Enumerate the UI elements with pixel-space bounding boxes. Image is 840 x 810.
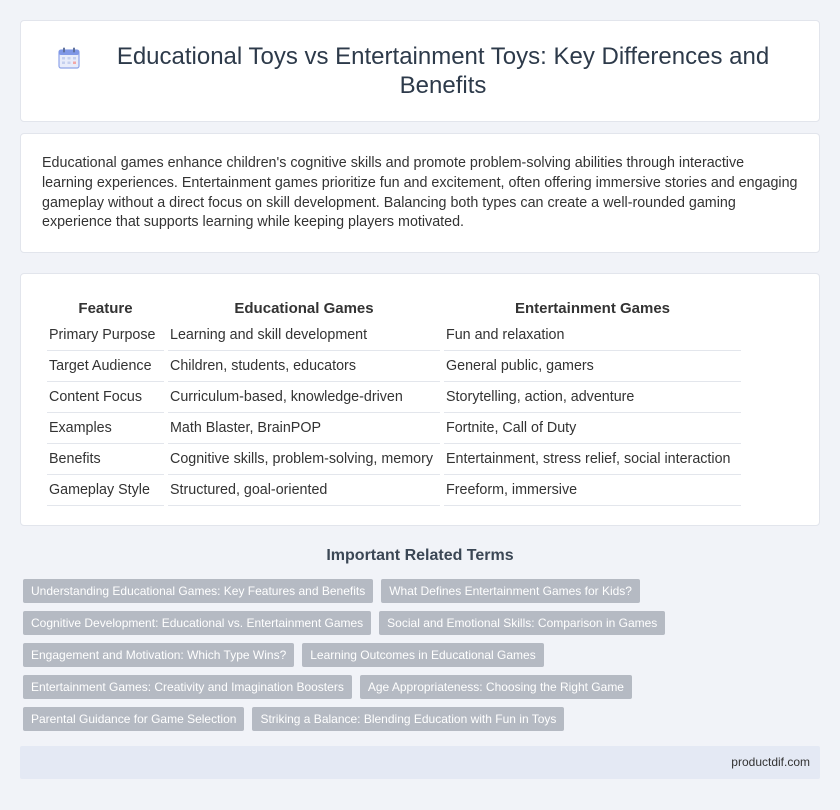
- column-header-entertainment: Entertainment Games: [514, 299, 671, 317]
- table-cell: Storytelling, action, adventure: [444, 382, 741, 413]
- table-row: [47, 320, 741, 351]
- table-cell: Children, students, educators: [168, 351, 440, 382]
- table-row: [47, 351, 741, 382]
- table-cell: Fun and relaxation: [444, 320, 741, 351]
- related-term-link[interactable]: Social and Emotional Skills: Comparison in Games: [379, 611, 665, 635]
- comparison-table: [43, 296, 745, 506]
- intro-text: Educational games enhance children's cognitive skills and promote problem-solving abilities through interactive learning experiences. Entertainment games prioritize fun and excitement, often offering immersive stories and engaging gameplay without a direct focus on skill development. Balancing both types can create a well-rounded gaming experience that supports learning while keeping players motivated.: [42, 155, 798, 231]
- table-row: [47, 444, 741, 475]
- table-cell: Content Focus: [47, 382, 164, 413]
- related-term-link[interactable]: Age Appropriateness: Choosing the Right Game: [360, 675, 632, 699]
- related-term-link[interactable]: Learning Outcomes in Educational Games: [302, 643, 543, 667]
- related-term-link[interactable]: Parental Guidance for Game Selection: [23, 707, 244, 731]
- related-term-link[interactable]: Engagement and Motivation: Which Type Wins?: [23, 643, 294, 667]
- table-cell: Structured, goal-oriented: [168, 475, 440, 506]
- table-cell: Primary Purpose: [47, 320, 164, 351]
- table-cell: Fortnite, Call of Duty: [444, 413, 741, 444]
- table-cell: Math Blaster, BrainPOP: [168, 413, 440, 444]
- related-term-link[interactable]: Striking a Balance: Blending Education with Fun in Toys: [252, 707, 564, 731]
- related-term-link[interactable]: Cognitive Development: Educational vs. Entertainment Games: [23, 611, 371, 635]
- table-row: [47, 413, 741, 444]
- column-header-feature: Feature: [78, 299, 133, 317]
- related-term-link[interactable]: Entertainment Games: Creativity and Imagination Boosters: [23, 675, 352, 699]
- header-card: [20, 20, 820, 122]
- table-cell: Target Audience: [47, 351, 164, 382]
- table-cell: Cognitive skills, problem-solving, memory: [168, 444, 440, 475]
- table-cell: Benefits: [47, 444, 164, 475]
- table-cell: Examples: [47, 413, 164, 444]
- comparison-card: [20, 273, 820, 526]
- column-header-educational: Educational Games: [234, 299, 374, 317]
- calendar-icon: [57, 46, 81, 70]
- related-terms-title: Important Related Terms: [326, 547, 514, 564]
- table-row: [47, 475, 741, 506]
- site-name: productdif.com: [731, 755, 810, 769]
- table-cell: Curriculum-based, knowledge-driven: [168, 382, 440, 413]
- related-term-link[interactable]: What Defines Entertainment Games for Kids?: [381, 579, 640, 603]
- footer: [20, 746, 820, 779]
- table-cell: Freeform, immersive: [444, 475, 741, 506]
- table-header-row: [47, 296, 741, 320]
- table-row: [47, 382, 741, 413]
- table-cell: Entertainment, stress relief, social interaction: [444, 444, 741, 475]
- related-terms-list: [23, 579, 823, 739]
- table-cell: Learning and skill development: [168, 320, 440, 351]
- page-title: Educational Toys vs Entertainment Toys: Key Differences and Benefits: [116, 43, 770, 99]
- table-cell: General public, gamers: [444, 351, 741, 382]
- related-term-link[interactable]: Understanding Educational Games: Key Features and Benefits: [23, 579, 373, 603]
- table-cell: Gameplay Style: [47, 475, 164, 506]
- intro-card: [20, 133, 820, 253]
